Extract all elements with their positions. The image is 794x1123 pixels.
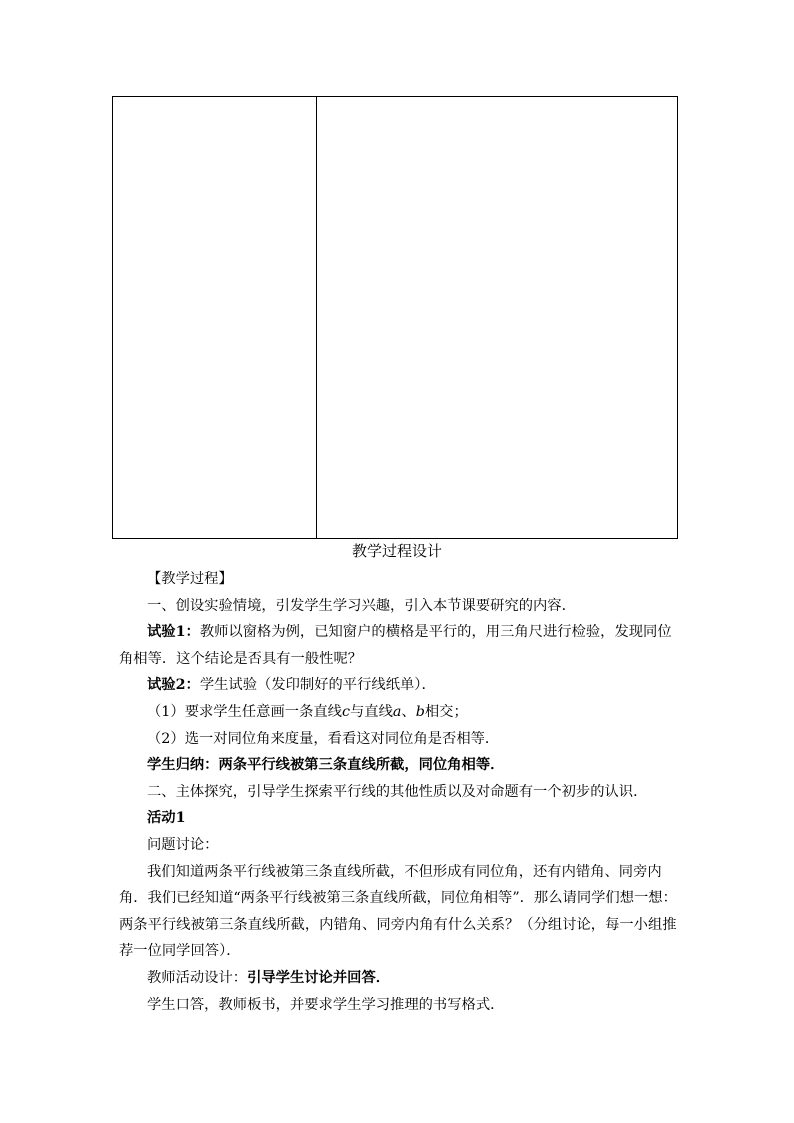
teacher-text: 引导学生讨论并回答．	[247, 969, 391, 986]
part2-text: 二、主体探究，引导学生探索平行线的其他性质以及对命题有一个初步的认识．	[147, 783, 648, 800]
line-a: a	[392, 703, 402, 720]
summary-text: 两条平行线被第三条直线所截，同位角相等．	[218, 757, 505, 774]
test1-text: 教师以窗格为例，已知窗户的横格是平行的，用三角尺进行检验，发现同位角相等．这个结论是否具有一般性呢？	[119, 624, 672, 667]
step1-mid1: 与直线	[349, 703, 393, 720]
step1-post: 相交；	[424, 703, 468, 720]
test1-paragraph	[119, 619, 679, 672]
step1-pre: （1）要求学生任意画一条直线	[147, 703, 342, 720]
discussion-text: 我们知道两条平行线被第三条直线所截，不但形成有同位角，还有内错角、同旁内角．我们已经知道“两条平行线被第三条直线所截，同位角相等”．那么请同学们想一想：两条平行线被第三条直线所截，内错角、同旁内角有什么关系？（分组讨论，每一小组推荐一位同学回答）．	[119, 863, 677, 960]
process-heading: 【教学过程】	[147, 571, 233, 587]
test2-label: 试验2：	[147, 677, 200, 694]
section-title: 教学过程设计	[351, 542, 442, 560]
activity-heading: 活动1	[147, 810, 186, 827]
step2-text: （2）选一对同位角来度量，看看这对同位角是否相等．	[147, 730, 500, 747]
test2-paragraph	[119, 672, 679, 699]
line-b: b	[415, 703, 425, 720]
part1-text: 一、创设实验情境，引发学生学习兴趣，引入本节课要研究的内容．	[147, 597, 576, 614]
step1-mid2: 、	[401, 703, 416, 720]
step1-paragraph	[119, 699, 679, 726]
student-text: 学生口答，教师板书，并要求学生学习推理的书写格式．	[147, 996, 505, 1013]
document-body	[119, 566, 679, 1018]
teacher-label: 教师活动设计：	[147, 969, 248, 986]
table-divider	[316, 97, 317, 538]
discussion-label: 问题讨论：	[147, 836, 219, 853]
summary-label: 学生归纳：	[147, 757, 219, 774]
summary-paragraph	[119, 752, 679, 779]
line-c: c	[341, 703, 350, 720]
top-table	[112, 96, 678, 539]
test1-label: 试验1：	[147, 624, 200, 641]
teacher-paragraph	[119, 965, 679, 992]
test2-text: 学生试验（发印制好的平行线纸单）．	[199, 677, 436, 694]
